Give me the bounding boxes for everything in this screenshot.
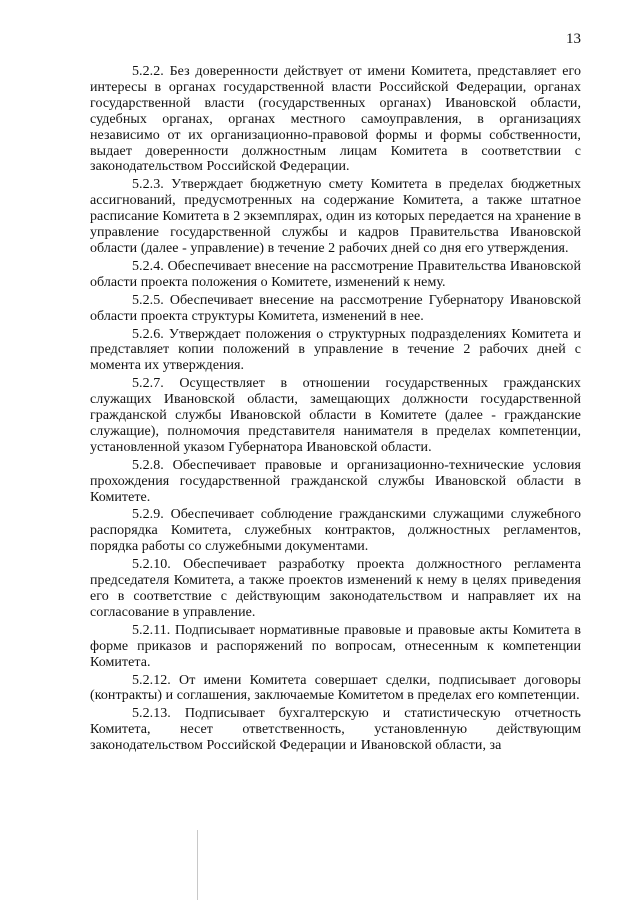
page-number: 13 — [566, 31, 581, 47]
paragraph-5-2-2: 5.2.2. Без доверенности действует от имени Комитета, представляет его интересы в органах государственной власти Российской Федерации, органах государственной власти (государственных органах) Ивановской области, судебных органах, органах местного самоуправления, в организациях независимо от их организационно-правовой формы и формы собственности, выдает доверенности должностным лицам Комитета в соответствии с законодательством Российской Федерации. — [90, 64, 581, 175]
document-body — [90, 64, 581, 756]
paragraph-5-2-10: 5.2.10. Обеспечивает разработку проекта должностного регламента председателя Комитета, а также проектов изменений к нему в целях приведения его в соответствие с действующим законодательством и направляет их на согласование в управление. — [90, 557, 581, 620]
paragraph-5-2-9: 5.2.9. Обеспечивает соблюдение гражданскими служащими служебного распорядка Комитета, служебных контрактов, должностных регламентов, порядка работы со служебными документами. — [90, 507, 581, 555]
paragraph-5-2-5: 5.2.5. Обеспечивает внесение на рассмотрение Губернатору Ивановской области проекта структуры Комитета, изменений в нее. — [90, 292, 581, 324]
paragraph-5-2-3: 5.2.3. Утверждает бюджетную смету Комитета в пределах бюджетных ассигнований, предусмотренных на содержание Комитета, а также штатное расписание Комитета в 2 экземплярах, один из которых передается на хранение в управление государственной службы и кадров Правительства Ивановской области (далее - управление) в течение 2 рабочих дней со дня его утверждения. — [90, 177, 581, 256]
paragraph-5-2-11: 5.2.11. Подписывает нормативные правовые и правовые акты Комитета в форме приказов и распоряжений по вопросам, отнесенным к компетенции Комитета. — [90, 622, 581, 670]
paragraph-5-2-4: 5.2.4. Обеспечивает внесение на рассмотрение Правительства Ивановской области проекта положения о Комитете, изменений к нему. — [90, 258, 581, 290]
paragraph-5-2-7: 5.2.7. Осуществляет в отношении государственных гражданских служащих Ивановской области, замещающих должности государственной гражданской службы Ивановской области в Комитете (далее - гражданские служащие), полномочия представителя нанимателя в пределах компетенции, установленной указом Губернатора Ивановской области. — [90, 376, 581, 455]
scan-artifact-line — [197, 830, 198, 900]
paragraph-5-2-6: 5.2.6. Утверждает положения о структурных подразделениях Комитета и представляет копии положений в управление в течение 2 рабочих дней с момента их утверждения. — [90, 326, 581, 374]
paragraph-5-2-8: 5.2.8. Обеспечивает правовые и организационно-технические условия прохождения государственной гражданской службы Ивановской области в Комитете. — [90, 457, 581, 505]
paragraph-5-2-12: 5.2.12. От имени Комитета совершает сделки, подписывает договоры (контракты) и соглашения, заключаемые Комитетом в пределах его компетенции. — [90, 672, 581, 704]
paragraph-5-2-13: 5.2.13. Подписывает бухгалтерскую и статистическую отчетность Комитета, несет ответственность, установленную действующим законодательством Российской Федерации и Ивановской области, за — [90, 706, 581, 754]
